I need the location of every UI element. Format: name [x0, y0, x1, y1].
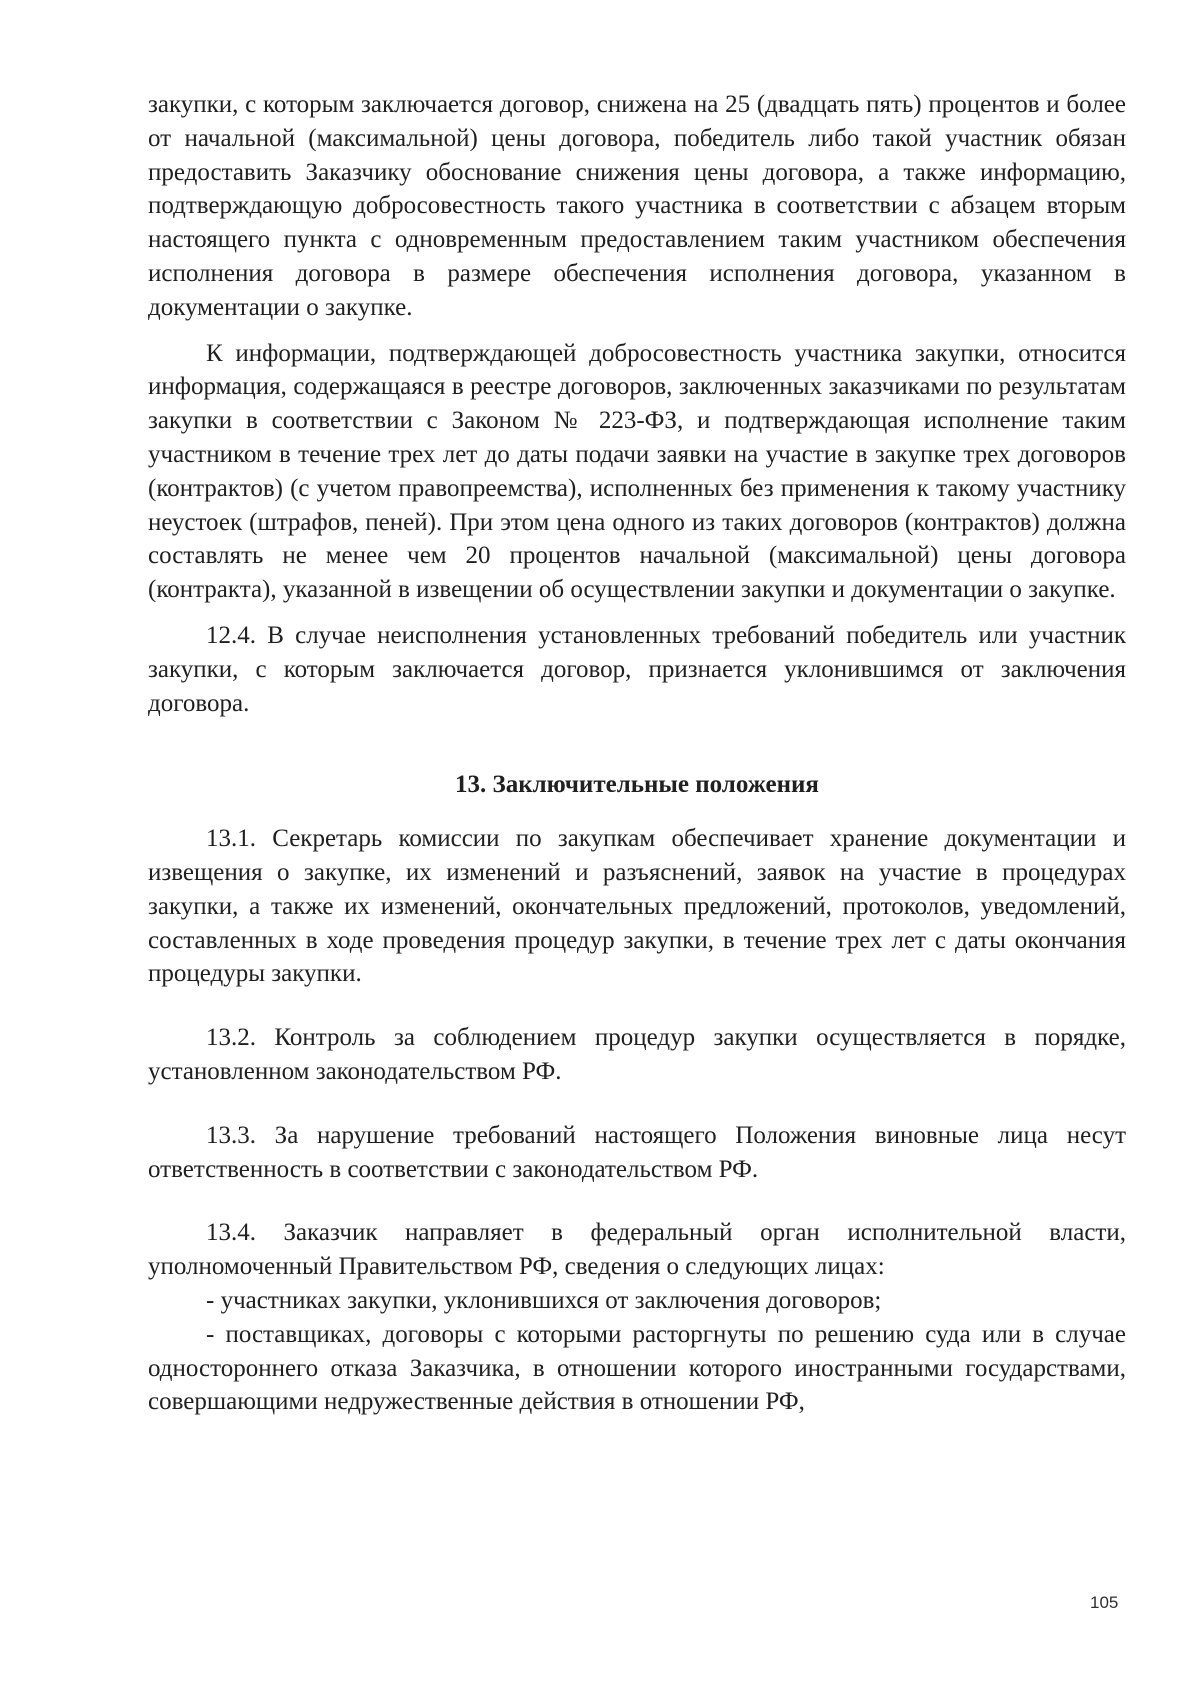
page-number: 105: [1090, 1593, 1119, 1612]
paragraph-good-faith-info: К информации, подтверждающей добросовестность участника закупки, относится информация, содержащаяся в реестре договоров, заключенных заказчиками по результатам закупки в соответствии с Законом № 223-ФЗ, и подтверждающая исполнение таким участником в течение трех лет до даты подачи заявки на участие в закупке трех договоров (контрактов) (с учетом правопреемства), исполненных без применения к такому участнику неустоек (штрафов, пеней). При этом цена одного из таких договоров (контрактов) должна составлять не менее чем 20 процентов начальной (максимальной) цены договора (контракта), указанной в извещении об осуществлении закупки и документации о закупке.: [148, 339, 1126, 604]
paragraph-13-4: 13.4. Заказчик направляет в федеральный орган исполнительной власти, уполномоченный Правительством РФ, сведения о следующих лицах:: [148, 1219, 1126, 1281]
paragraph-13-3: 13.3. За нарушение требований настоящего Положения виновные лица несут ответственность в соответствии с законодательством РФ.: [148, 1121, 1126, 1183]
list-item-evaders: - участниках закупки, уклонившихся от заключения договоров;: [206, 1286, 882, 1314]
paragraph-13-1: 13.1. Секретарь комиссии по закупкам обеспечивает хранение документации и извещения о закупке, их изменений и разъяснений, заявок на участие в процедурах закупки, а также их изменений, окончательных предложений, протоколов, уведомлений, составленных в ходе проведения процедур закупки, в течение трех лет с даты окончания процедуры закупки.: [148, 825, 1126, 988]
document-page: [148, 88, 1126, 1419]
paragraph-12-4: 12.4. В случае неисполнения установленных требований победитель или участник закупки, с которым заключается договор, признается уклонившимся от заключения договора.: [148, 621, 1126, 717]
section-heading-13: 13. Заключительные положения: [455, 771, 819, 799]
paragraph-intro: закупки, с которым заключается договор, снижена на 25 (двадцать пять) процентов и более от начальной (максимальной) цены договора, победитель либо такой участник обязан предоставить Заказчику обоснование снижения цены договора, а также информацию, подтверждающую добросовестность такого участника в соответствии с абзацем вторым настоящего пункта с одновременным предоставлением таким участником обеспечения исполнения договора в размере обеспечения исполнения договора, указанном в документации о закупке.: [148, 91, 1126, 321]
list-item-terminated-suppliers: - поставщиках, договоры с которыми расторгнуты по решению суда или в случае одностороннего отказа Заказчика, в отношении которого иностранными государствами, совершающими недружественные действия в отношении РФ,: [148, 1320, 1126, 1416]
paragraph-13-2: 13.2. Контроль за соблюдением процедур закупки осуществляется в порядке, установленном законодательством РФ.: [148, 1024, 1126, 1085]
